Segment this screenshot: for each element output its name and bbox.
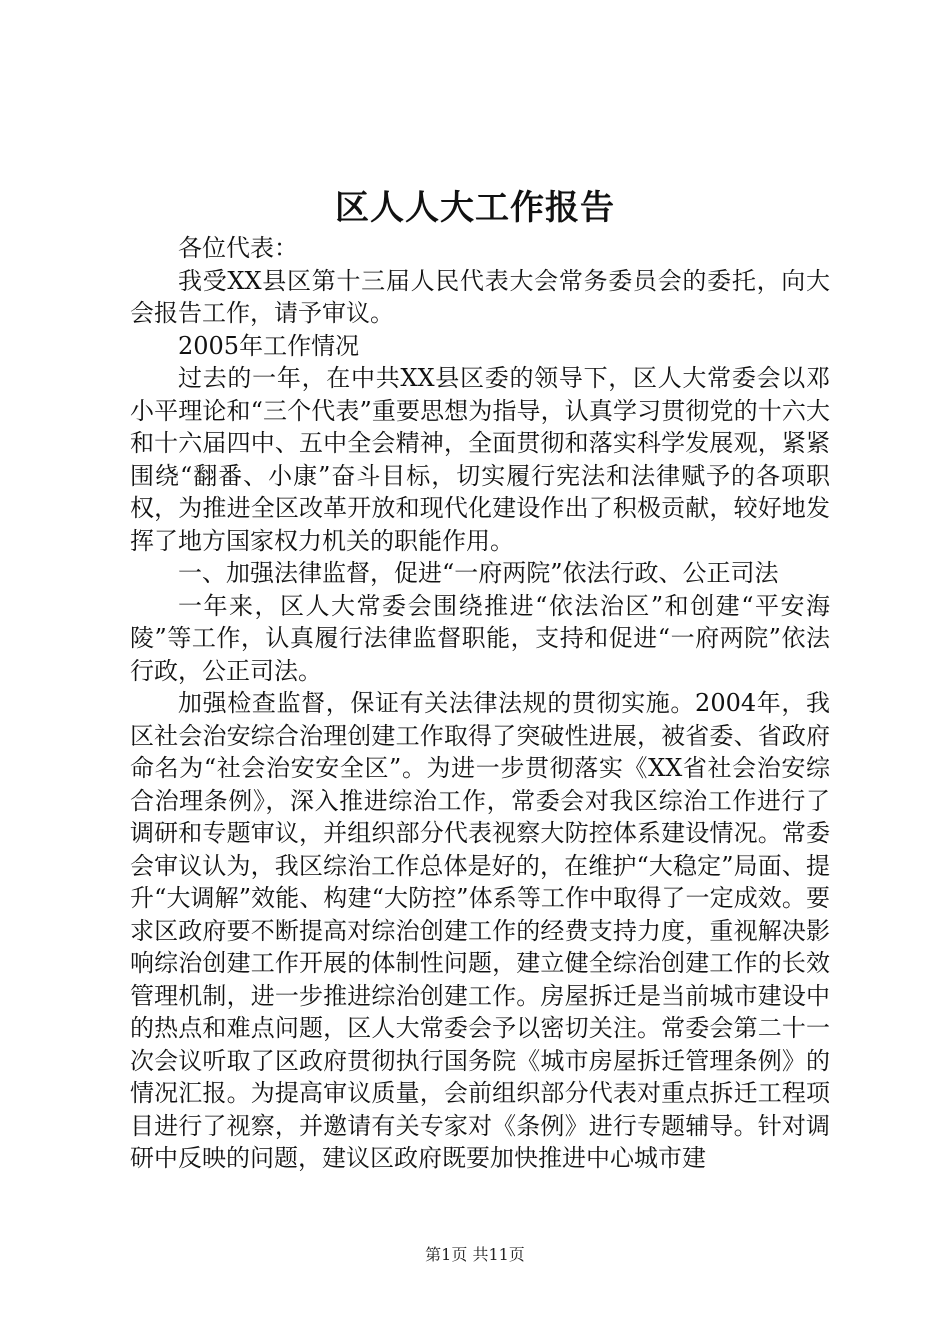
section-heading-2005: 2005年工作情况 (178, 331, 360, 360)
document-body (130, 232, 830, 1175)
section-heading-one: 一、加强法律监督，促进“一府两院”依法行政、公正司法 (178, 559, 779, 587)
overview-paragraph: 过去的一年，在中共XX县区委的领导下，区人大常委会以邓小平理论和“三个代表”重要思想为指导，认真学习贯彻党的十六大和十六届四中、五中全会精神，全面贯彻和落实科学发展观，紧紧围绕“翻番、小康”奋斗目标，切实履行宪法和法律赋予的各项职权，为推进全区改革开放和现代化建设作出了积极贡献，较好地发挥了地方国家权力机关的职能作用。 (130, 364, 830, 555)
supervision-paragraph: 加强检查监督，保证有关法律法规的贯彻实施。2004年，我区社会治安综合治理创建工作取得了突破性进展，被省委、省政府命名为“社会治安安全区”。为进一步贯彻落实《XX省社会治安综合治理条例》，深入推进综治工作，常委会对我区综治工作进行了调研和专题审议，并组织部分代表视察大防控体系建设情况。常委会审议认为，我区综治工作总体是好的，在维护“大稳定”局面、提升“大调解”效能、构建“大防控”体系等工作中取得了一定成效。要求区政府要不断提高对综治创建工作的经费支持力度，重视解决影响综治创建工作开展的体制性问题，建立健全综治创建工作的长效管理机制，进一步推进综治创建工作。房屋拆迁是当前城市建设中的热点和难点问题，区人大常委会予以密切关注。常委会第二十一次会议听取了区政府贯彻执行国务院《城市房屋拆迁管理条例》的情况汇报。为提高审议质量，会前组织部分代表对重点拆迁工程项目进行了视察，并邀请有关专家对《条例》进行专题辅导。针对调研中反映的问题，建议区政府既要加快推进中心城市建 (130, 689, 830, 1172)
document-title: 区人人大工作报告 (335, 188, 615, 228)
section-intro-paragraph: 一年来，区人大常委会围绕推进“依法治区”和创建“平安海陵”等工作，认真履行法律监督职能，支持和促进“一府两院”依法行政，公正司法。 (130, 591, 830, 685)
salutation: 各位代表： (178, 234, 298, 262)
opening-paragraph: 我受XX县区第十三届人民代表大会常务委员会的委托，向大会报告工作，请予审议。 (130, 266, 830, 327)
page-number-footer: 第1页 共11页 (425, 1245, 525, 1264)
